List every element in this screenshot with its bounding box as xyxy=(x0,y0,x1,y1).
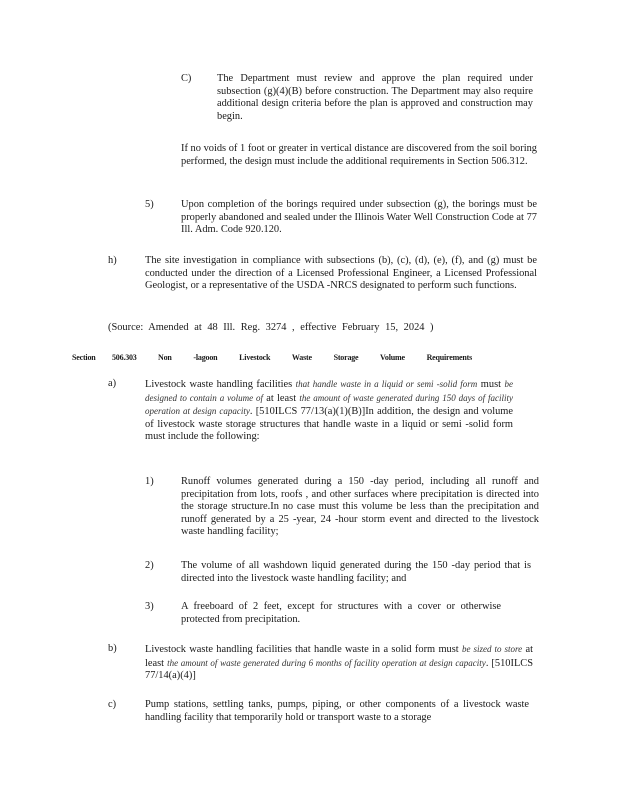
statutory-quote: the amount of waste generated during 150 days of facility operation at design capacity xyxy=(145,392,513,417)
subsection-label: h) xyxy=(108,255,117,266)
text-run: at least xyxy=(145,644,533,669)
statutory-quote: that handle waste in a liquid or semi -solid form xyxy=(295,379,478,389)
subsection-label: c) xyxy=(108,699,117,710)
text-run: must xyxy=(480,379,502,390)
text-run: . [510ILCS 77/14(a)(4)] xyxy=(145,657,533,682)
item-text: A freeboard of 2 feet, except for structures with a cover or otherwise protected from precipitation. xyxy=(181,601,501,625)
section-title: Non -lagoon Livestock Waste Storage Volume Requirements xyxy=(158,353,473,362)
paragraph: If no voids of 1 foot or greater in vertical distance are discovered from the soil boring performed, the design must include the additional requirements in Section 506.312. xyxy=(181,143,537,167)
subsection-text: Pump stations, settling tanks, pumps, piping, or other components of a livestock waste handling facility that temporarily hold or transport waste to a storage xyxy=(145,699,529,723)
subitem-label: C) xyxy=(181,73,192,84)
subsection-text xyxy=(145,643,533,683)
subsection-text xyxy=(145,378,513,444)
subsection-label: a) xyxy=(108,378,117,389)
item-label: 1) xyxy=(145,476,154,487)
section-number: 506.303 xyxy=(112,353,137,362)
text-run: Livestock waste handling facilities xyxy=(145,379,293,390)
text-run: at least xyxy=(266,392,297,404)
item-text: Upon completion of the borings required under subsection (g), the borings must be properly abandoned and sealed under the Illinois Water Well Construction Code at 77 Ill. Adm. Code 920.120. xyxy=(181,199,537,236)
subsection-label: b) xyxy=(108,643,117,654)
statutory-quote: the amount of waste generated during 6 months of facility operation at design capacity xyxy=(167,657,486,668)
statutory-quote: be sized to store xyxy=(462,644,523,654)
item-label: 5) xyxy=(145,199,154,210)
section-word: Section xyxy=(72,353,96,362)
item-label: 3) xyxy=(145,601,154,612)
subitem-text: The Department must review and approve the plan required under subsection (g)(4)(B) before construction. The Department may also require additional design criteria before the plan is approved and construction may begin. xyxy=(217,73,533,122)
item-text: Runoff volumes generated during a 150 -day period, including all runoff and precipitation from lots, roofs , and other surfaces where precipitation is directed into the storage structure.In no case must this volume be less than the precipitation and runoff generated by a 25 -year, 24 -hour storm event and directed to the livestock waste handling facility; xyxy=(181,476,539,538)
subsection-text: The site investigation in compliance with subsections (b), (c), (d), (e), (f), and (g) must be conducted under the direction of a Licensed Professional Engineer, a Licensed Professional Geologist, or a representative of the USDA -NRCS designated to perform such functions. xyxy=(145,255,537,292)
statutory-quote: be designed to contain a volume of xyxy=(145,379,513,403)
item-label: 2) xyxy=(145,560,154,571)
item-text: The volume of all washdown liquid generated during the 150 -day period that is directed into the livestock waste handling facility; and xyxy=(181,560,531,584)
text-run: Livestock waste handling facilities that handle waste in a solid form must xyxy=(145,644,459,655)
text-run: . [510ILCS 77/13(a)(1)(B)]In addition, the design and volume of livestock waste storage structures that handle waste in a liquid or semi -solid form must include the following: xyxy=(145,406,513,443)
source-note: (Source: Amended at 48 Ill. Reg. 3274 , effective February 15, 2024 ) xyxy=(108,322,434,333)
